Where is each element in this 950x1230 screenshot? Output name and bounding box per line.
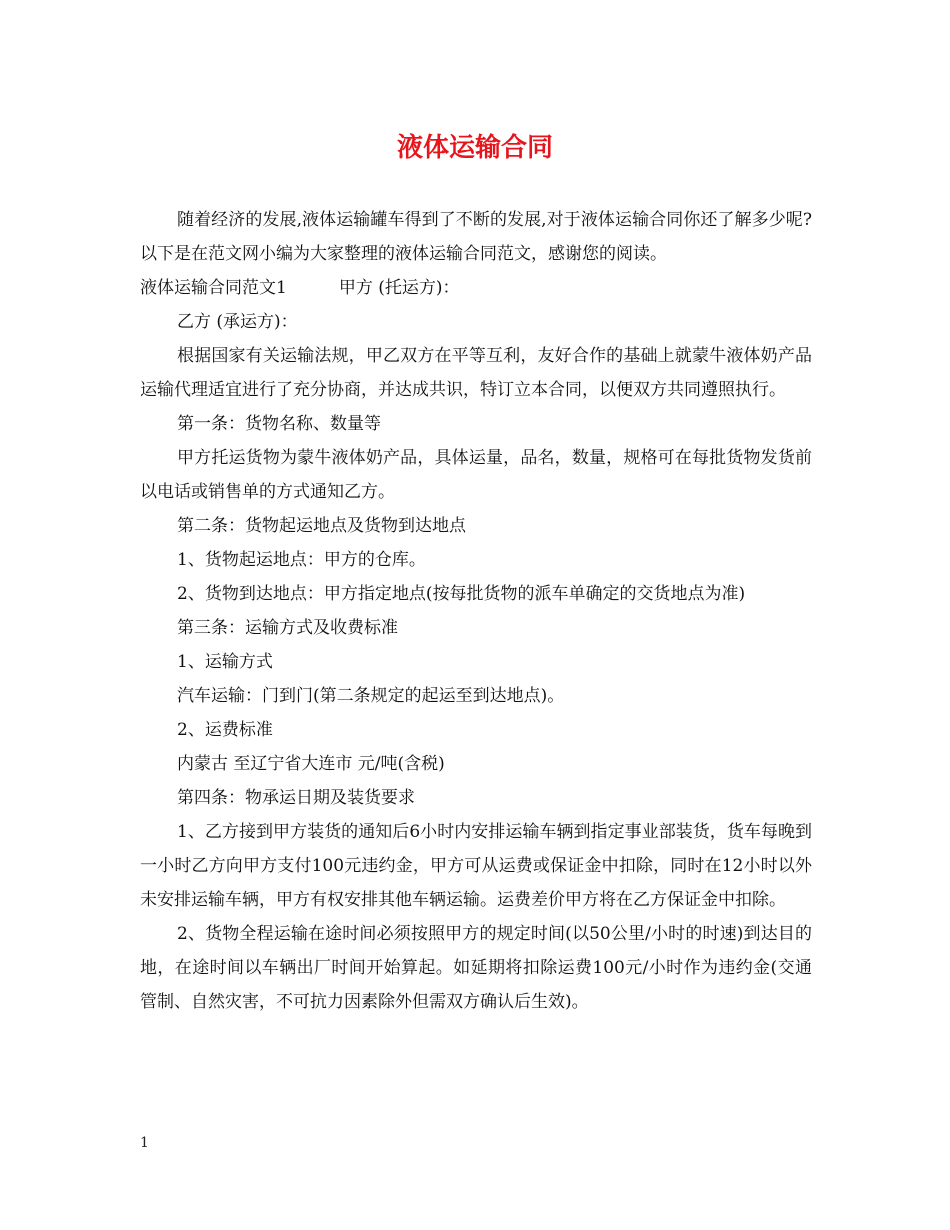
article-3-item-2-detail: 内蒙古 至辽宁省大连市 元/吨(含税) — [177, 754, 445, 774]
intro-paragraph: 随着经济的发展,液体运输罐车得到了不断的发展,对于液体运输合同你还了解多少呢?以下是在范文网小编为大家整理的液体运输合同范文，感谢您的阅读。 — [140, 210, 812, 264]
article-3-item-2: 2、运费标准 — [177, 720, 273, 740]
article-1-paragraph: 甲方托运货物为蒙牛液体奶产品，具体运量，品名，数量，规格可在每批货物发货前以电话或销售单的方式通知乙方。 — [140, 448, 812, 502]
document-body — [140, 203, 812, 1019]
article-4-item-2: 2、货物全程运输在途时间必须按照甲方的规定时间(以50公里/小时的时速)到达目的地，在途时间以车辆出厂时间开始算起。如延期将扣除运费100元/小时作为违约金(交通管制、自然灾害，不可抗力因素除外但需双方确认后生效)。 — [140, 924, 812, 1012]
sample-heading-line — [140, 271, 812, 305]
preamble-paragraph: 根据国家有关运输法规，甲乙双方在平等互利，友好合作的基础上就蒙牛液体奶产品运输代理适宜进行了充分协商，并达成共识，特订立本合同，以便双方共同遵照执行。 — [140, 346, 812, 400]
document-title: 液体运输合同 — [396, 133, 553, 163]
article-3-item-1: 1、运输方式 — [177, 652, 273, 672]
article-3-item-1-detail: 汽车运输：门到门(第二条规定的起运至到达地点)。 — [177, 686, 565, 706]
party-a-label: 甲方 (托运方)： — [338, 278, 460, 298]
article-3-heading: 第三条：运输方式及收费标准 — [177, 618, 398, 638]
party-b-label: 乙方 (承运方)： — [177, 312, 298, 332]
article-1-heading: 第一条：货物名称、数量等 — [177, 414, 381, 434]
page-number: 1 — [140, 1135, 149, 1151]
article-2-item-2: 2、货物到达地点：甲方指定地点(按每批货物的派车单确定的交货地点为准) — [177, 584, 746, 604]
article-4-item-1: 1、乙方接到甲方装货的通知后6小时内安排运输车辆到指定事业部装货，货车每晚到一小时乙方向甲方支付100元违约金，甲方可从运费或保证金中扣除，同时在12小时以外未安排运输车辆，甲方有权安排其他车辆运输。运费差价甲方将在乙方保证金中扣除。 — [140, 822, 812, 910]
article-2-item-1: 1、货物起运地点：甲方的仓库。 — [177, 550, 426, 570]
article-2-heading: 第二条：货物起运地点及货物到达地点 — [177, 516, 466, 536]
article-4-heading: 第四条：物承运日期及装货要求 — [177, 788, 415, 808]
sample-heading: 液体运输合同范文1 — [140, 278, 287, 298]
